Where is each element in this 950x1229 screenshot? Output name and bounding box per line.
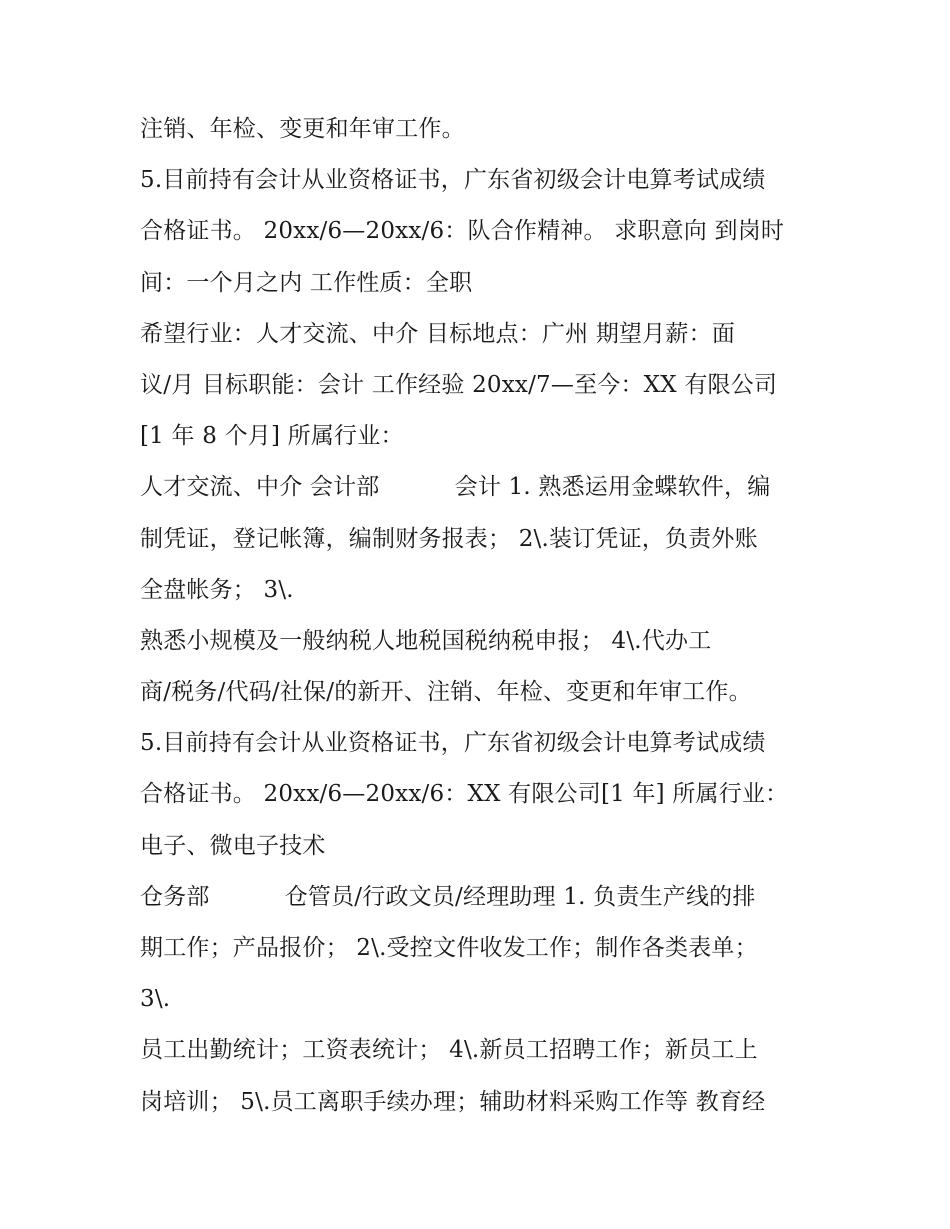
text-line: 3\. bbox=[140, 986, 171, 1013]
document-body bbox=[140, 106, 830, 1130]
text-line: 熟悉小规模及一般纳税人地税国税纳税申报； 4\.代办工 bbox=[140, 627, 712, 654]
text-line: 5.目前持有会计从业资格证书，广东省初级会计电算考试成绩 bbox=[140, 167, 766, 194]
text-line: 注销、年检、变更和年审工作。 bbox=[140, 116, 465, 142]
text-line: 员工出勤统计；工资表统计； 4\.新员工招聘工作；新员工上 bbox=[140, 1037, 758, 1064]
text-line: 5.目前持有会计从业资格证书，广东省初级会计电算考试成绩 bbox=[140, 730, 766, 757]
text-line: 全盘帐务； 3\. bbox=[140, 576, 294, 603]
text-line: 合格证书。 20xx/6—20xx/6：XX 有限公司[1 年] 所属行业： bbox=[140, 781, 789, 808]
text-line: 仓务部 仓管员/行政文员/经理助理 1. 负责生产线的排 bbox=[140, 883, 756, 910]
text-line: 商/税务/代码/社保/的新开、注销、年检、变更和年审工作。 bbox=[140, 679, 752, 706]
text-line: 议/月 目标职能：会计 工作经验 20xx/7—至今：XX 有限公司 bbox=[140, 371, 778, 398]
text-line: 人才交流、中介 会计部 会计 1. 熟悉运用金蝶软件，编 bbox=[140, 474, 771, 501]
text-line: 电子、微电子技术 bbox=[140, 832, 326, 859]
text-line: 岗培训； 5\.员工离职手续办理；辅助材料采购工作等 教育经 bbox=[140, 1088, 766, 1115]
text-line: [1 年 8 个月] 所属行业： bbox=[140, 423, 404, 450]
text-line: 制凭证，登记帐簿，编制财务报表； 2\.装订凭证，负责外账 bbox=[140, 525, 758, 552]
text-line: 希望行业：人才交流、中介 目标地点：广州 期望月薪：面 bbox=[140, 320, 736, 347]
text-line: 间：一个月之内 工作性质：全职 bbox=[140, 269, 473, 296]
text-line: 期工作；产品报价； 2\.受控文件收发工作；制作各类表单； bbox=[140, 935, 758, 961]
text-line: 合格证书。 20xx/6—20xx/6：队合作精神。 求职意向 到岗时 bbox=[140, 218, 785, 245]
